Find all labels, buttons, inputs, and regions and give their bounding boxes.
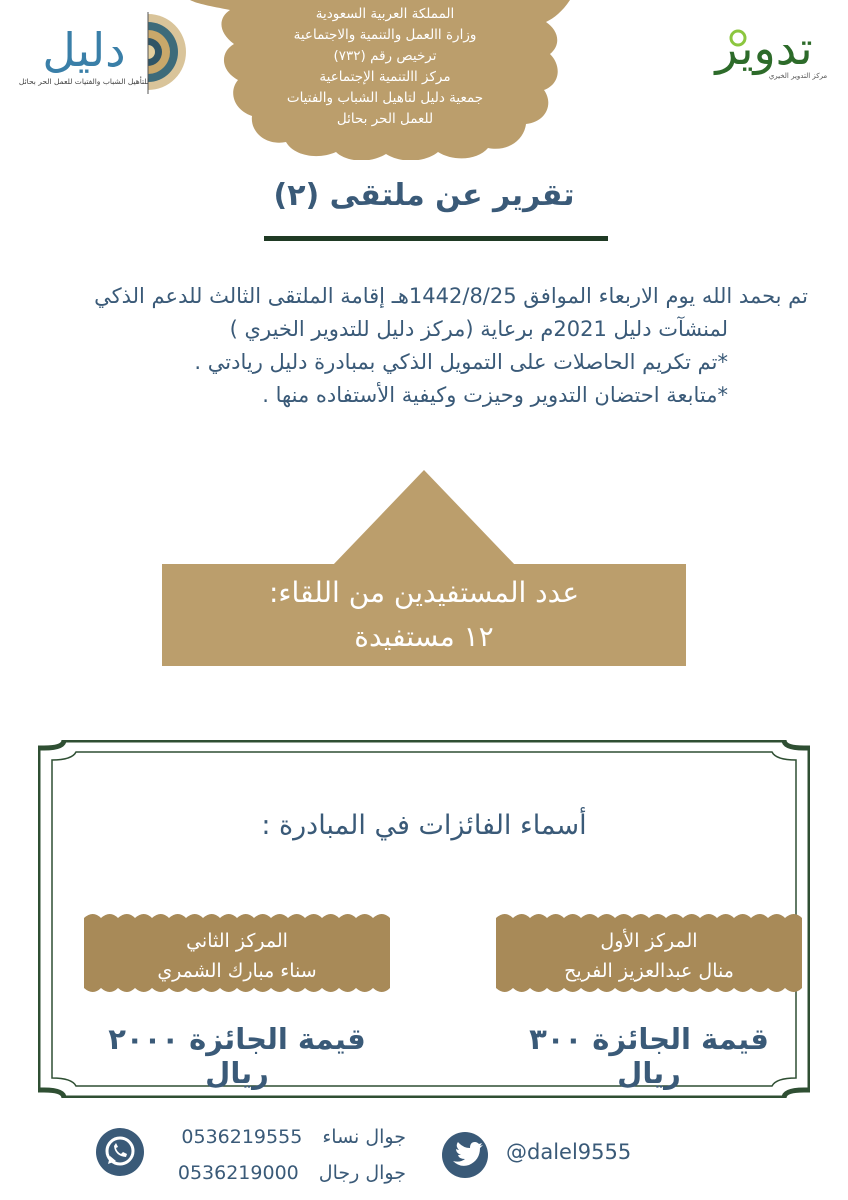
tadweer-logo [688,14,838,84]
header-line: جمعية دليل لتاهيل الشباب والفتيات [286,90,484,106]
phone-number[interactable]: 0536219000 [177,1162,299,1184]
daleel-logo [18,8,188,100]
tadweer-logo-tagline: مركز التدوير الخيري [768,72,828,80]
pointer-triangle [332,470,516,566]
body-line: *متابعة احتضان التدوير وحيزت وكيفية الأستفاده منها . [262,383,728,407]
daleel-logo-name: دليل [42,23,126,77]
second-place-text [84,926,390,986]
second-prize-value: قيمة الجائزة ٢٠٠٠ ريال [108,1022,366,1090]
place-label: المركز الأول [600,930,698,952]
first-prize-value: قيمة الجائزة ٣٠٠ ريال [529,1022,769,1090]
place-label: المركز الثاني [186,930,288,952]
winner-name: منال عبدالعزيز الفريح [564,960,734,982]
header-line: المملكة العربية السعودية [315,6,455,22]
report-title: تقرير عن ملتقى (٢) [273,178,575,213]
tadweer-logo-name: تدوير [715,21,813,75]
first-place-text [496,926,802,986]
whatsapp-icon[interactable] [94,1126,146,1178]
header-line: مركز االتنمية الإجتماعية [319,69,451,85]
header-line: للعمل الحر بحائل [336,111,434,127]
header-line: ترخيص رقم (٧٣٢) [333,48,437,64]
body-line: تم بحمد الله يوم الاربعاء الموافق 1442/8/25هـ إقامة الملتقى الثالث للدعم الذكي [94,284,808,308]
winners-title: أسماء الفائزات في المبادرة : [261,810,587,841]
daleel-logo-tagline: للتأهيل الشباب والفتيات للعمل الحر بحائل [18,77,150,86]
phone-label: جوال رجال [318,1162,406,1184]
body-line: لمنشآت دليل 2021م برعاية (مركز دليل للتدوير الخيري ) [229,317,728,341]
twitter-icon[interactable] [440,1130,490,1180]
header-line: وزارة االعمل والتنمية والاجتماعية [293,27,477,43]
body-line: *تم تكريم الحاصلات على التمويل الذكي بمبادرة دليل ريادتي . [194,350,728,374]
beneficiaries-label: عدد المستفيدين من اللقاء: [268,576,580,609]
phone-label: جوال نساء [322,1126,406,1148]
winner-name: سناء مبارك الشمري [157,960,317,982]
header-text [230,4,540,154]
report-body [40,280,808,412]
twitter-handle[interactable]: @dalel9555 [506,1140,632,1164]
beneficiaries-count: ١٢ مستفيدة [354,620,494,653]
title-divider [264,236,608,241]
phone-women [166,1126,406,1148]
phone-men [166,1162,406,1184]
phone-number[interactable]: 0536219555 [181,1126,303,1148]
